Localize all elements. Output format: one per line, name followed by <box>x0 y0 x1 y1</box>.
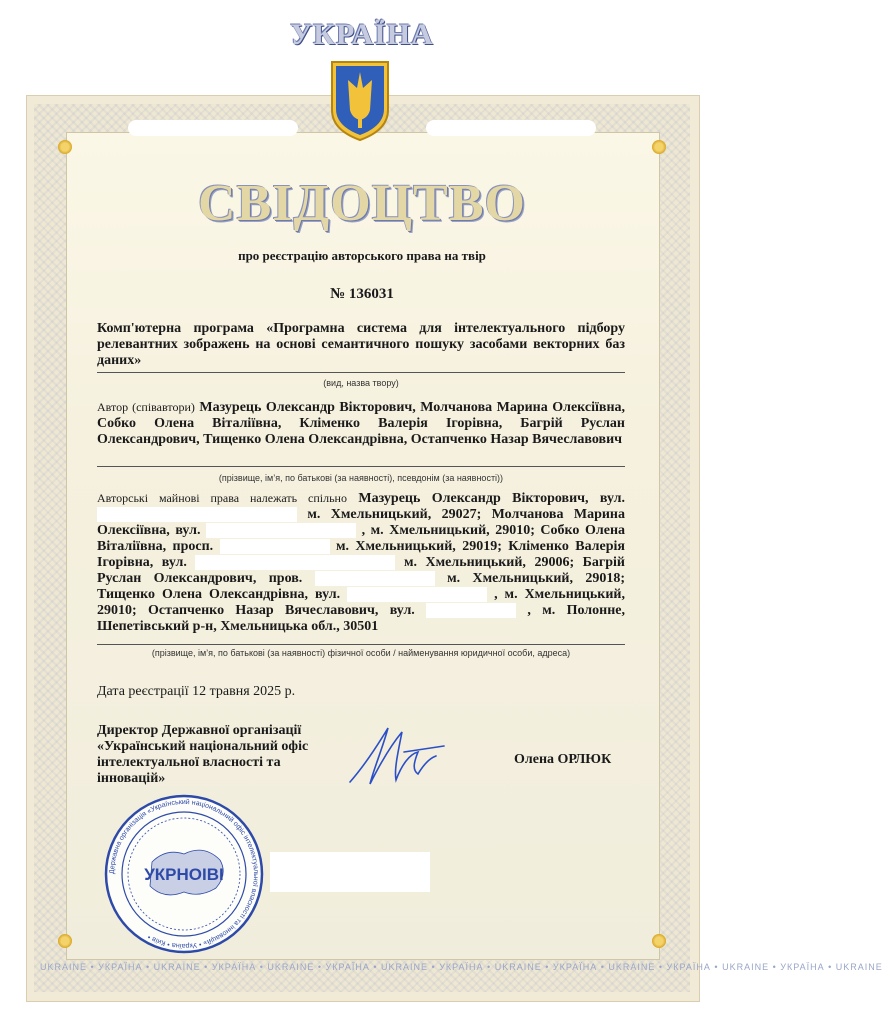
country-title: УКРАЇНА <box>290 18 434 51</box>
redacted-address <box>206 523 356 538</box>
owners-text: , м. Полонне, Шепетівський р-н, Хмельницька обл., 30501 <box>97 603 625 634</box>
redacted-address <box>315 571 435 586</box>
divider <box>97 372 625 373</box>
ukraine-footer-band: UKRAINE • УКРАЇНА • UKRAINE • УКРАЇНА • UKRAINE • УКРАЇНА • UKRAINE • УКРАЇНА • UKRAINE • УКРАЇНА • UKRAINE • УКРАЇНА • UKRAINE • УКРАЇНА • UKRAINE <box>40 962 883 972</box>
owners-paragraph <box>97 490 625 635</box>
owners-text: Мазурець Олександр Вікторович, вул. <box>358 491 626 506</box>
owners-lead: Авторські майнові права належать спільно <box>97 491 347 505</box>
coat-of-arms-icon <box>328 58 392 142</box>
authors-caption: (прізвище, ім’я, по батькові (за наявності), псевдонім (за наявності)) <box>218 473 504 483</box>
owners-caption: (прізвище, ім’я, по батькові (за наявності) фізичної особи / найменування юридичної особи, адреса) <box>151 648 571 658</box>
corner-ornament <box>58 140 72 154</box>
corner-ornament <box>58 934 72 948</box>
official-seal <box>92 788 276 958</box>
certificate-subtitle: про реєстрацію авторського права на твір <box>238 248 486 263</box>
redacted-area <box>270 852 430 892</box>
owners-text: м. Хмельницький, 29006; Багрій Руслан Олександрович, пров. <box>97 555 625 586</box>
director-title: Директор Державної організації «Український національний офіс інтелектуальної власності та інновацій» <box>97 723 309 786</box>
certificate-number: № 136031 <box>330 286 394 302</box>
owners-text: м. Хмельницький, 29019; Кліменко Валерія Ігорівна, вул. <box>97 539 626 570</box>
redacted-address <box>195 555 395 570</box>
owners-text: , м. Хмельницький, 29010; Собко Олена Віталіївна, просп. <box>97 523 626 554</box>
work-description: Комп'ютерна програма «Програмна система для інтелектуального підбору релевантних зображень на основі семантичного пошуку засобами векторних баз даних» <box>97 321 625 368</box>
owners-text: м. Хмельницький, 29027; Молчанова Марина Олексіївна, вул. <box>97 507 625 538</box>
work-caption: (вид, назва твору) <box>323 378 399 388</box>
authors-paragraph <box>97 399 625 448</box>
handwritten-signature <box>344 718 454 792</box>
seal-ring-text: Державна організація «Український національний офіс інтелектуальної власності та інновацій» • Україна • Київ • <box>108 798 260 950</box>
signer-name: Олена ОРЛЮК <box>514 752 612 767</box>
authors-lead: Автор (співавтори) <box>97 400 195 414</box>
redacted-address <box>220 539 330 554</box>
owners-text: , м. Хмельницький, 29010; Остапченко Назар Вячеславович, вул. <box>97 587 625 618</box>
divider <box>97 466 625 467</box>
registration-date: Дата реєстрації 12 травня 2025 р. <box>97 684 296 699</box>
seal-text: УКРНОІВІ <box>144 865 224 884</box>
redacted-address <box>97 507 297 522</box>
certificate-title: СВІДОЦТВО <box>198 175 526 232</box>
redacted-address <box>347 587 487 602</box>
owners-text: м. Хмельницький, 29018; Тищенко Олена Олександрівна, вул. <box>97 571 626 602</box>
header-ribbon-left <box>128 120 298 136</box>
authors-names: Мазурець Олександр Вікторович, Молчанова Марина Олексіївна, Собко Олена Віталіївна, Кліменко Валерія Ігорівна, Багрій Руслан Олександрович, Тищенко Олена Олександрівна, Остапченко Назар Вячеславович <box>97 400 626 447</box>
redacted-address <box>426 603 516 618</box>
corner-ornament <box>652 140 666 154</box>
divider <box>97 644 625 645</box>
corner-ornament <box>652 934 666 948</box>
header-ribbon-right <box>426 120 596 136</box>
